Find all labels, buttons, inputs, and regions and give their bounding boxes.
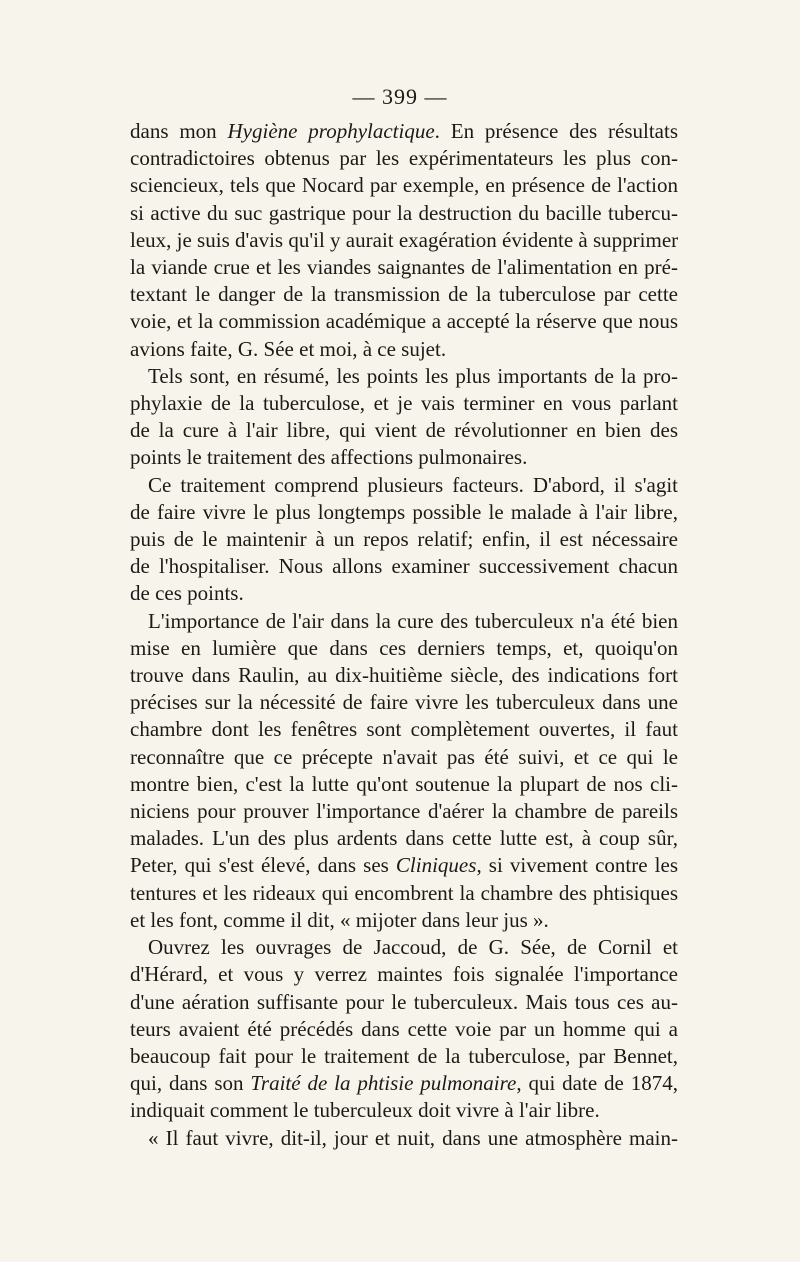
text-line: tentures et les rideaux qui encombrent la chambre des phtisiques (130, 880, 678, 905)
text-line: voie, et la commission académique a accepté la réserve que nous (130, 309, 678, 334)
text-line: la viande crue et les viandes saignantes de l'alimentation en pré- (130, 255, 678, 280)
text-line: « Il faut vivre, dit-il, jour et nuit, dans une atmosphère main- (148, 1125, 678, 1150)
text-line: de faire vivre le plus longtemps possible le malade à l'air libre, (130, 499, 678, 524)
text-line: points le traitement des affections pulmonaires. (130, 445, 528, 470)
text-line: dans mon Hygiène prophylactique. En présence des résultats (130, 119, 678, 143)
text-line: textant le danger de la transmission de la tuberculose par cette (130, 282, 678, 307)
text-line: reconnaître que ce précepte n'avait pas été suivi, et ce qui le (130, 744, 678, 769)
page-number: — 399 — (352, 84, 448, 109)
text-line: beaucoup fait pour le traitement de la tuberculose, par Bennet, (130, 1043, 678, 1068)
text-line: précises sur la nécessité de faire vivre les tuberculeux dans une (130, 690, 678, 715)
text-line: indiquait comment le tuberculeux doit vivre à l'air libre. (130, 1098, 600, 1123)
text-line: montre bien, c'est la lutte qu'ont soutenue la plupart de nos cli- (130, 771, 678, 796)
text-line: mise en lumière que dans ces derniers temps, et, quoiqu'on (130, 635, 678, 660)
text-line: teurs avaient été précédés dans cette voie par un homme qui a (130, 1016, 678, 1041)
text-line: Ouvrez les ouvrages de Jaccoud, de G. Sée, de Cornil et (148, 935, 678, 960)
text-line: de la cure à l'air libre, qui vient de révolutionner en bien des (130, 418, 678, 443)
text-line: de l'hospitaliser. Nous allons examiner successivement chacun (130, 554, 678, 579)
text-line: puis de le maintenir à un repos relatif; enfin, il est nécessaire (130, 527, 678, 552)
text-line: leux, je suis d'avis qu'il y aurait exagération évidente à supprimer (130, 227, 679, 252)
text-line: trouve dans Raulin, au dix-huitième siècle, des indications fort (130, 663, 678, 688)
text-line: d'Hérard, et vous y verrez maintes fois signalée l'importance (130, 962, 678, 987)
text-line: sciencieux, tels que Nocard par exemple, en présence de l'action (130, 173, 678, 198)
text-line: phylaxie de la tuberculose, et je vais terminer en vous parlant (130, 391, 678, 416)
text-line: chambre dont les fenêtres sont complètement ouvertes, il faut (130, 717, 678, 742)
text-line: niciens pour prouver l'importance d'aérer la chambre de pareils (130, 799, 678, 824)
text-line: Tels sont, en résumé, les points les plus importants de la pro- (148, 363, 678, 388)
text-line: avions faite, G. Sée et moi, à ce sujet. (130, 336, 447, 361)
text-line: malades. L'un des plus ardents dans cette lutte est, à coup sûr, (130, 826, 678, 851)
text-line: Ce traitement comprend plusieurs facteurs. D'abord, il s'agit (148, 472, 678, 497)
text-line: L'importance de l'air dans la cure des tuberculeux n'a été bien (148, 608, 678, 633)
body-text (130, 118, 678, 1152)
text-line: qui, dans son Traité de la phtisie pulmonaire, qui date de 1874, (130, 1071, 678, 1096)
text-line: de ces points. (130, 581, 244, 606)
text-line: contradictoires obtenus par les expérimentateurs les plus con- (130, 146, 678, 171)
text-line: Peter, qui s'est élevé, dans ses Cliniques, si vivement contre les (130, 853, 678, 878)
text-line: et les font, comme il dit, « mijoter dans leur jus ». (130, 907, 549, 932)
text-line: si active du suc gastrique pour la destruction du bacille tubercu- (130, 200, 678, 225)
text-line: d'une aération suffisante pour le tuberculeux. Mais tous ces au- (130, 989, 678, 1014)
